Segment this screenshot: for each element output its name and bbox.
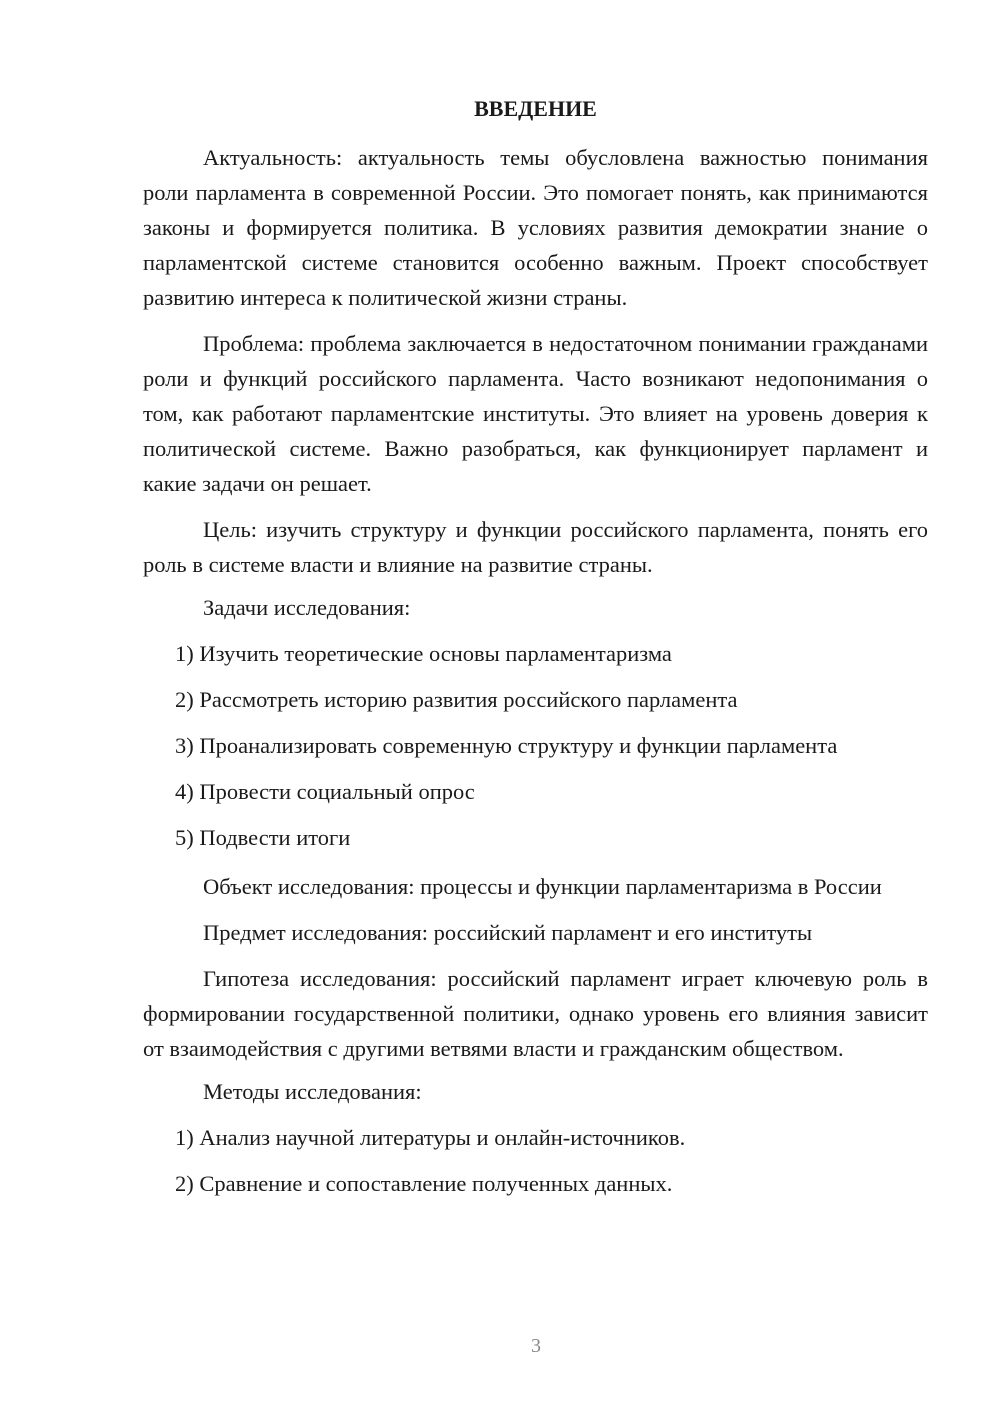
- task-item: 5) Подвести итоги: [175, 825, 351, 850]
- task-item: 2) Рассмотреть историю развития российского парламента: [175, 687, 738, 712]
- goal-paragraph: Цель: изучить структуру и функции российского парламента, понять его роль в системе власти и влияние на развитие страны.: [143, 517, 928, 577]
- methods-label: Методы исследования:: [203, 1079, 422, 1104]
- task-item: 3) Проанализировать современную структуру и функции парламента: [175, 733, 838, 758]
- methods-list: [143, 1123, 928, 1199]
- method-item: 1) Анализ научной литературы и онлайн-источников.: [175, 1125, 686, 1150]
- tasks-label: Задачи исследования:: [203, 595, 411, 620]
- subject-paragraph: Предмет исследования: российский парламент и его институты: [203, 920, 813, 945]
- page-number: 3: [531, 1335, 541, 1357]
- task-item: 4) Провести социальный опрос: [175, 779, 475, 804]
- problem-paragraph: Проблема: проблема заключается в недостаточном понимании гражданами роли и функций российского парламента. Часто возникают недопонимания о том, как работают парламентские институты. Это влияет на уровень доверия к политической системе. Важно разобраться, как функционирует парламент и какие задачи он решает.: [143, 331, 928, 496]
- section-heading: ВВЕДЕНИЕ: [474, 96, 597, 121]
- method-item: 2) Сравнение и сопоставление полученных данных.: [175, 1171, 673, 1196]
- relevance-paragraph: Актуальность: актуальность темы обусловлена важностью понимания роли парламента в современной России. Это помогает понять, как принимаются законы и формируется политика. В условиях развития демократии знание о парламентской системе становится особенно важным. Проект способствует развитию интереса к политической жизни страны.: [143, 145, 928, 310]
- hypothesis-paragraph: Гипотеза исследования: российский парламент играет ключевую роль в формировании государственной политики, однако уровень его влияния зависит от взаимодействия с другими ветвями власти и гражданским обществом.: [143, 966, 928, 1061]
- task-item: 1) Изучить теоретические основы парламентаризма: [175, 641, 672, 666]
- page-content: [143, 94, 928, 1215]
- tasks-list: [143, 639, 928, 853]
- object-paragraph: Объект исследования: процессы и функции парламентаризма в России: [203, 874, 882, 899]
